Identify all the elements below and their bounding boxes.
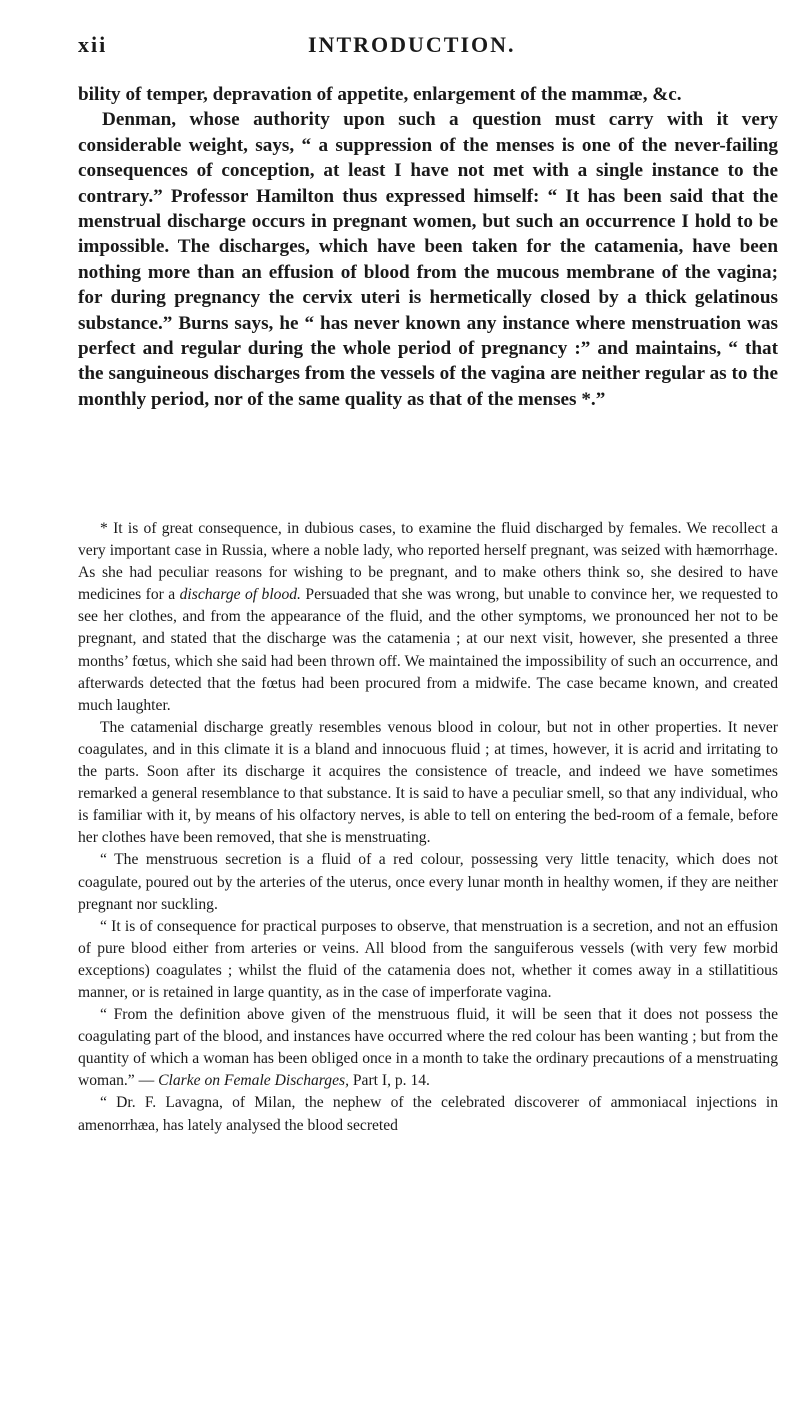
footnote-paragraph (78, 1004, 778, 1092)
footnote-block (78, 518, 778, 1137)
footnote-paragraph (78, 518, 778, 717)
footnote-text: “ From the definition above given of the menstruous fluid, it will be seen that it does not possess the coagulating part of the blood, and instances have occurred where the red colour has been wanting ; but from the quantity of which a woman has been obliged once in a month to take the ordinary precautions of a menstruating woman.” — (78, 1006, 778, 1090)
book-page (78, 0, 778, 1409)
footnote-text: Part I, p. 14. (348, 1072, 430, 1090)
page-number: xii (78, 32, 108, 57)
footnote-text: * It is of great consequence, in dubious cases, to examine the fluid discharged by females. We recollect a very important case in Russia, where a noble lady, who reported herself pregnant, was seized with hæmorrhage. As she had peculiar reasons for wishing to be pregnant, and to make others think so, she desired to have medicines for a (78, 520, 778, 604)
main-paragraph: bility of temper, depravation of appetite, enlargement of the mammæ, &c. (78, 84, 682, 105)
footnote-citation: Clarke on Female Discharges, (158, 1072, 349, 1090)
footnote-paragraph: The catamenial discharge greatly resembles venous blood in colour, but not in other properties. It never coagulates, and in this climate it is a bland and innocuous fluid ; at times, however, it is acrid and irritating to the parts. Soon after its discharge it acquires the consistence of treacle, and indeed we have sometimes remarked a general resemblance to that substance. It is said to have a peculiar smell, so that any individual, who is familiar with it, by means of his olfactory nerves, is able to tell on entering the bed-room of a female, before her clothes have been removed, that she is menstruating. (78, 718, 778, 847)
footnote-paragraph: “ The menstruous secretion is a fluid of a red colour, possessing very little tenacity, which does not coagulate, poured out by the arteries of the uterus, once every lunar month in healthy women, if they are neither pregnant nor suckling. (78, 851, 778, 913)
main-paragraph: Denman, whose authority upon such a question must carry with it very considerable weight, says, “ a suppression of the menses is one of the never-failing consequences of conception, at least I have not met with a single instance to the contrary.” Professor Hamilton thus expressed himself: “ It has been said that the menstrual discharge occurs in pregnant women, but such an occurrence I hold to be impossible. The discharges, which have been taken for the catamenia, have been nothing more than an effusion of blood from the mucous membrane of the vagina; for during pregnancy the cervix uteri is hermetically closed by a thick gelatinous substance.” Burns says, he “ has never known any instance where menstruation was perfect and regular during the whole period of pregnancy :” and maintains, “ that the sanguineous discharges from the vessels of the vagina are neither regular as to the monthly period, nor of the same quality as that of the menses *.” (78, 109, 778, 410)
footnote-emphasis: discharge of blood. (179, 586, 301, 604)
footnote-paragraph: “ It is of consequence for practical purposes to observe, that menstruation is a secretion, and not an effusion of pure blood either from arteries or veins. All blood from the sanguiferous vessels (with very few morbid exceptions) coagulates ; whilst the fluid of the catamenia does not, whether it comes away in a stillatitious manner, or is retained in large quantity, as in the case of imperforate vagina. (78, 917, 778, 1001)
footnote-paragraph: “ Dr. F. Lavagna, of Milan, the nephew of the celebrated discoverer of ammoniacal injections in amenorrhæa, has lately analysed the blood secreted (78, 1094, 778, 1134)
page-header (78, 32, 778, 62)
footnote-text: Persuaded that she was wrong, but unable to convince her, we requested to see her clothes, and from the appearance of the fluid, and the other symptoms, we pronounced her not to be pregnant, and stated that the discharge was the catamenia ; at our next visit, however, she presented a three months’ fœtus, which she said had been thrown off. We maintained the impossibility of such an occurrence, and afterwards detected that the fœtus had been procured from a midwife. The case became known, and created much laughter. (78, 586, 778, 714)
running-head: INTRODUCTION. (308, 32, 516, 57)
main-text (78, 82, 778, 412)
